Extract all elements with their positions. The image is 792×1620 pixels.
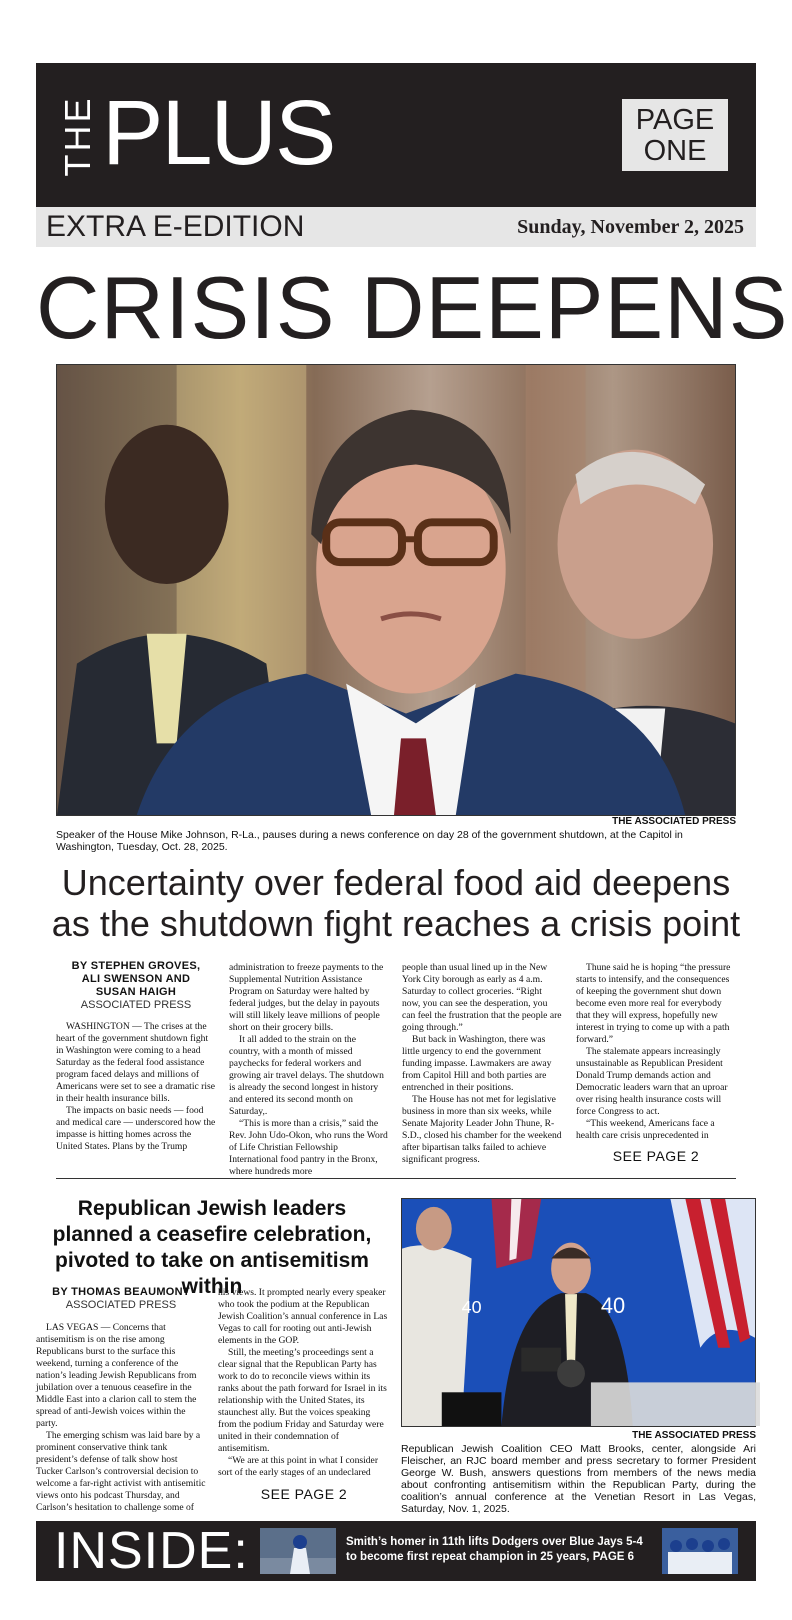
team-thumbnail-illustration (662, 1528, 738, 1574)
second-photo (401, 1198, 756, 1427)
paragraph: But back in Washington, there was little urgency to end the government funding impasse. Lawmakers are away from Capitol Hill and both parties are entrenched in their positions. (402, 1034, 552, 1093)
lead-column-2 (229, 962, 389, 1177)
paragraph: WASHINGTON — The crises at the heart of the government shutdown fight in Washington were coming to a head Saturday as the federal food assistance program faced delays and millions of Americans were set to see a dramatic rise in their health insurance bills. (56, 1021, 216, 1104)
player-thumbnail-illustration (260, 1528, 336, 1574)
paragraph: The emerging schism was laid bare by a prominent conservative think tank president’s defense of talk show host Tucker Carlson’s controversial decision to welcome a far-right activist with antisemitic views onto his podcast Thursday, and Carlson’s hesitation to challenge some of (36, 1430, 206, 1513)
paragraph: “This is more than a crisis,” said the Rev. John Udo-Okon, who runs the Word of Life Christian Fellowship International food pantry in the Bronx, where hundreds more (229, 1118, 388, 1177)
inside-label: INSIDE: (54, 1522, 249, 1580)
paragraph: “We are at this point in what I consider sort of the early stages of an undeclared (218, 1455, 379, 1478)
section-divider (56, 1178, 736, 1179)
paragraph: The House has not met for legislative business in more than six weeks, while Senate Majority Leader John Thune, R-S.D., closed his chamber for the weekend after bipartisan talks failed to achieve significant progress. (402, 1094, 562, 1165)
inside-bar[interactable] (36, 1521, 756, 1581)
paragraph: administration to freeze payments to the Supplemental Nutrition Assistance Program on Saturday were halted by federal judges, but the delay in payouts will still likely leave millions of people short on their grocery bills. (229, 962, 384, 1033)
paragraph: It all added to the strain on the country, with a month of missed paychecks for federal workers and growing air travel delays. The shutdown is already the second longest in history and entered its second month on Saturday,. (229, 1034, 384, 1117)
byline-agency: ASSOCIATED PRESS (80, 999, 192, 1011)
edition-bar (36, 207, 756, 247)
second-photo-illustration (402, 1199, 755, 1426)
lead-column-4 (576, 962, 736, 1142)
second-photo-caption: Republican Jewish Coalition CEO Matt Brooks, center, alongside Ari Fleischer, an RJC board member and press secretary to former President George W. Bush, answers questions from members of the news media about confronting antisemitism within the Republican Party, during the coalition’s annual conference at the Venetian Resort in Las Vegas, Saturday, Nov. 1, 2025. (401, 1443, 756, 1515)
page-one-line2: ONE (643, 135, 707, 167)
second-column-2 (218, 1287, 390, 1479)
lead-headline-line1: Uncertainty over federal food aid deepens (61, 862, 731, 903)
masthead (36, 63, 756, 207)
baseball-player-thumbnail (260, 1528, 336, 1574)
page-one-badge (622, 99, 728, 171)
second-photo-credit: THE ASSOCIATED PRESS (632, 1430, 756, 1441)
paragraph: The stalemate appears increasingly unsustainable as Republican President Donald Trump demands action and Democratic leaders warn that an uproar over rising health insurance costs will force Congress to act. (576, 1046, 728, 1117)
lead-photo-credit: THE ASSOCIATED PRESS (612, 816, 736, 827)
brand-the: THE (57, 95, 98, 177)
edition-label: EXTRA E-EDITION (46, 210, 305, 243)
byline-agency: ASSOCIATED PRESS (65, 1299, 177, 1311)
paragraph: The impacts on basic needs — food and medical care — underscored how the impasse is hitting homes across the United States. Plans by the Trump (56, 1105, 216, 1152)
second-byline (36, 1286, 206, 1312)
lead-column-3 (402, 962, 562, 1166)
team-celebration-thumbnail (662, 1528, 738, 1574)
byline-line1: BY STEPHEN GROVES, (71, 960, 201, 972)
svg-text:40: 40 (461, 1297, 482, 1317)
lead-headline (36, 862, 756, 944)
issue-date: Sunday, November 2, 2025 (517, 216, 744, 238)
paragraph: his views. It prompted nearly every speaker who took the podium at the Republican Jewish Coalition’s annual conference in Las Vegas to call for rooting out anti-Jewish elements in the GOP. (218, 1287, 388, 1346)
page-one-line1: PAGE (635, 104, 715, 136)
paragraph: LAS VEGAS — Concerns that antisemitism is on the rise among Republicans burst to the surface this weekend, turning a conference of the nation’s leading Jewish Republicans from jubilation over a tenuous ceasefire in the Middle East into a clarion call to stem the spread of anti-Jewish voices within the party. (36, 1322, 197, 1429)
inside-teaser[interactable]: Smith’s homer in 11th lifts Dodgers over Blue Jays 5-4 to become first repeat champion in 25 years, PAGE 6 (346, 1536, 643, 1563)
paragraph: “This weekend, Americans face a health care crisis unprecedented in (576, 1118, 715, 1141)
byline-line3: SUSAN HAIGH (95, 986, 177, 998)
banner-headline: CRISIS DEEPENS (36, 258, 789, 357)
svg-text:40: 40 (600, 1293, 626, 1318)
lead-photo-caption: Speaker of the House Mike Johnson, R-La., pauses during a news conference on day 28 of the government shutdown, at the Capitol in Washington, Tuesday, Oct. 28, 2025. (56, 829, 683, 853)
lead-byline (56, 960, 216, 1012)
paragraph: Still, the meeting’s proceedings sent a clear signal that the Republican Party has work to do to reconcile views within its ranks about the path forward for Israel in its relationship with the United States, its staunchest ally. But the voices speaking from the podium Friday and Saturday were united in their condemnation of antisemitism. (218, 1347, 387, 1454)
lead-see-page-link[interactable]: SEE PAGE 2 (612, 1148, 700, 1164)
lead-column-1 (56, 1021, 216, 1165)
second-column-1 (36, 1322, 206, 1513)
brand-plus: PLUS (102, 82, 335, 184)
paragraph: people than usual lined up in the New York City borough as early as 4 a.m. Saturday to collect groceries. “Right now, you can see the desperation, you can feel the frustration that the people are going through.” (402, 962, 562, 1033)
byline-line2: ALI SWENSON AND (81, 973, 191, 985)
second-see-page-link[interactable]: SEE PAGE 2 (260, 1486, 348, 1502)
second-headline: Republican Jewish leaders planned a ceasefire celebration, pivoted to take on antisemitism within (52, 1197, 372, 1298)
lead-photo (56, 364, 736, 816)
byline-author: BY THOMAS BEAUMONT (52, 1286, 190, 1298)
paragraph: Thune said he is hoping “the pressure starts to intensify, and the consequences of keeping the government shut down become even more real for everybody that they will express, hopefully new interest in trying to come up with a path forward.” (576, 962, 731, 1045)
lead-headline-line2: as the shutdown fight reaches a crisis point (51, 903, 741, 944)
lead-photo-illustration (57, 365, 735, 815)
